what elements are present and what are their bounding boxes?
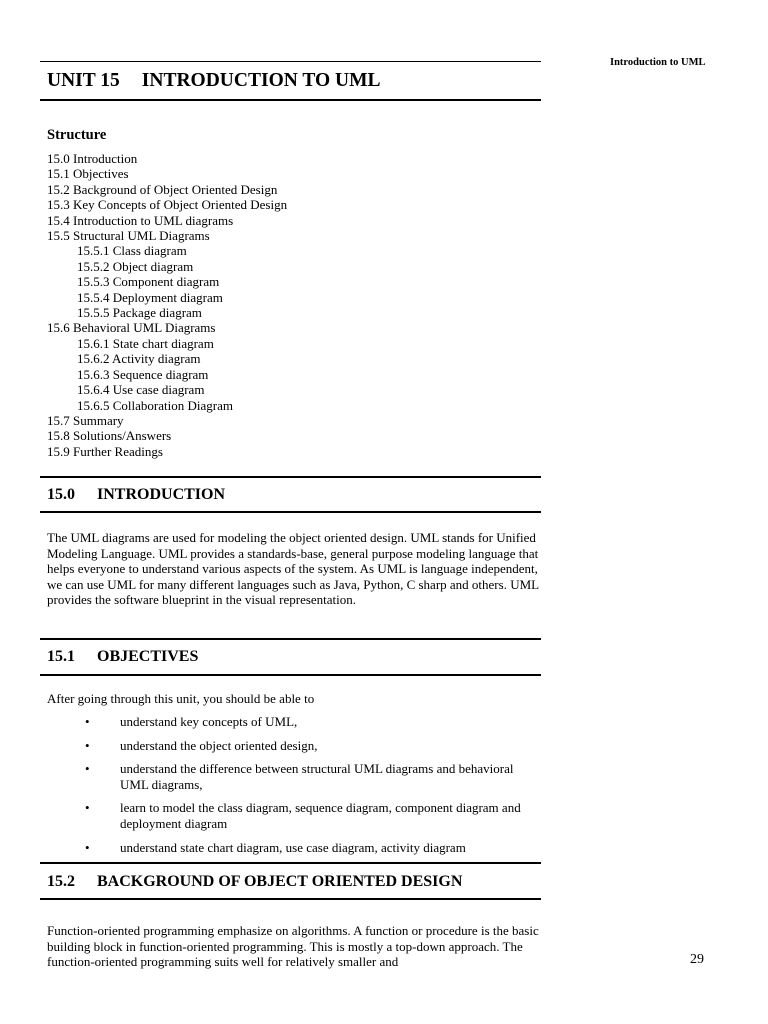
- structure-item: 15.5.4 Deployment diagram: [77, 289, 223, 305]
- structure-item: 15.6.2 Activity diagram: [77, 351, 201, 367]
- structure-item: 15.5 Structural UML Diagrams: [47, 228, 210, 244]
- section-15-1-top-rule: [40, 638, 541, 640]
- structure-item: 15.6.3 Sequence diagram: [77, 366, 209, 382]
- section-15-1-bottom-rule: [40, 674, 541, 676]
- section-title: OBJECTIVES: [97, 648, 199, 665]
- section-heading-background: [47, 873, 462, 891]
- structure-item: 15.6.1 State chart diagram: [77, 335, 214, 351]
- objective-item: [47, 761, 539, 792]
- objective-text: understand the object oriented design,: [120, 737, 318, 753]
- section-heading-introduction: [47, 486, 225, 504]
- bullet-icon: •: [85, 714, 90, 729]
- section-15-2-bottom-rule: [40, 898, 541, 900]
- introduction-paragraph: The UML diagrams are used for modeling the object oriented design. UML stands for Unified Modeling Language. UML provides a standards-base, general purpose modeling language that helps everyone to understand various aspects of the system. As UML is language independent, we can use UML for many different languages such as Java, Python, C sharp and others. UML provides the software blueprint in the visual representation.: [47, 530, 539, 608]
- structure-item: 15.6 Behavioral UML Diagrams: [47, 320, 216, 336]
- structure-item: 15.0 Introduction: [47, 151, 138, 166]
- background-paragraph: Function-oriented programming emphasize on algorithms. A function or procedure is the basic building block in function-oriented programming. This is mostly a top-down approach. The function-oriented programming suits well for relatively smaller and: [47, 923, 539, 970]
- objective-item: [47, 840, 539, 856]
- structure-item: 15.5.3 Component diagram: [77, 274, 220, 290]
- unit-heading: [47, 70, 381, 92]
- structure-item: 15.4 Introduction to UML diagrams: [47, 212, 234, 228]
- structure-item: 15.6.5 Collaboration Diagram: [77, 397, 233, 413]
- objectives-intro: After going through this unit, you should be able to: [47, 691, 315, 706]
- structure-item: 15.9 Further Readings: [47, 443, 163, 459]
- structure-list: [47, 151, 287, 459]
- objective-text: understand the difference between structural UML diagrams and behavioral UML diagrams,: [120, 761, 514, 792]
- section-number: 15.2: [47, 873, 75, 890]
- structure-item: 15.3 Key Concepts of Object Oriented Design: [47, 197, 288, 213]
- structure-item: 15.7 Summary: [47, 412, 124, 428]
- structure-item: 15.5.2 Object diagram: [77, 258, 194, 274]
- structure-item: 15.2 Background of Object Oriented Design: [47, 181, 278, 197]
- section-15-0-top-rule: [40, 476, 541, 478]
- section-title: INTRODUCTION: [97, 486, 226, 503]
- structure-item: 15.5.1 Class diagram: [77, 243, 187, 259]
- objective-text: understand state chart diagram, use case diagram, activity diagram: [120, 839, 466, 855]
- structure-item: 15.6.4 Use case diagram: [77, 382, 205, 398]
- unit-number: UNIT 15: [47, 70, 120, 91]
- structure-label: Structure: [47, 127, 107, 143]
- unit-bottom-rule: [40, 99, 541, 101]
- objectives-list: [47, 714, 539, 863]
- bullet-icon: •: [85, 800, 90, 816]
- section-number: 15.1: [47, 648, 75, 665]
- page-number: 29: [690, 952, 704, 967]
- objective-item: [47, 714, 539, 730]
- unit-title: INTRODUCTION TO UML: [141, 70, 381, 91]
- objective-item: [47, 800, 539, 831]
- objective-text: learn to model the class diagram, sequence diagram, component diagram and deployment diagram: [120, 800, 521, 831]
- section-15-2-top-rule: [40, 862, 541, 864]
- section-number: 15.0: [47, 486, 75, 503]
- objective-item: [47, 738, 539, 754]
- bullet-icon: •: [85, 737, 90, 753]
- running-head: Introduction to UML: [610, 57, 706, 68]
- bullet-icon: •: [85, 761, 90, 777]
- unit-top-rule: [40, 61, 541, 62]
- section-heading-objectives: [47, 648, 198, 666]
- section-15-0-bottom-rule: [40, 511, 541, 513]
- objective-text: understand key concepts of UML,: [120, 714, 298, 729]
- section-title: BACKGROUND OF OBJECT ORIENTED DESIGN: [97, 873, 463, 890]
- structure-item: 15.1 Objectives: [47, 166, 129, 182]
- structure-item: 15.8 Solutions/Answers: [47, 428, 172, 444]
- bullet-icon: •: [85, 839, 90, 855]
- structure-item: 15.5.5 Package diagram: [77, 305, 202, 321]
